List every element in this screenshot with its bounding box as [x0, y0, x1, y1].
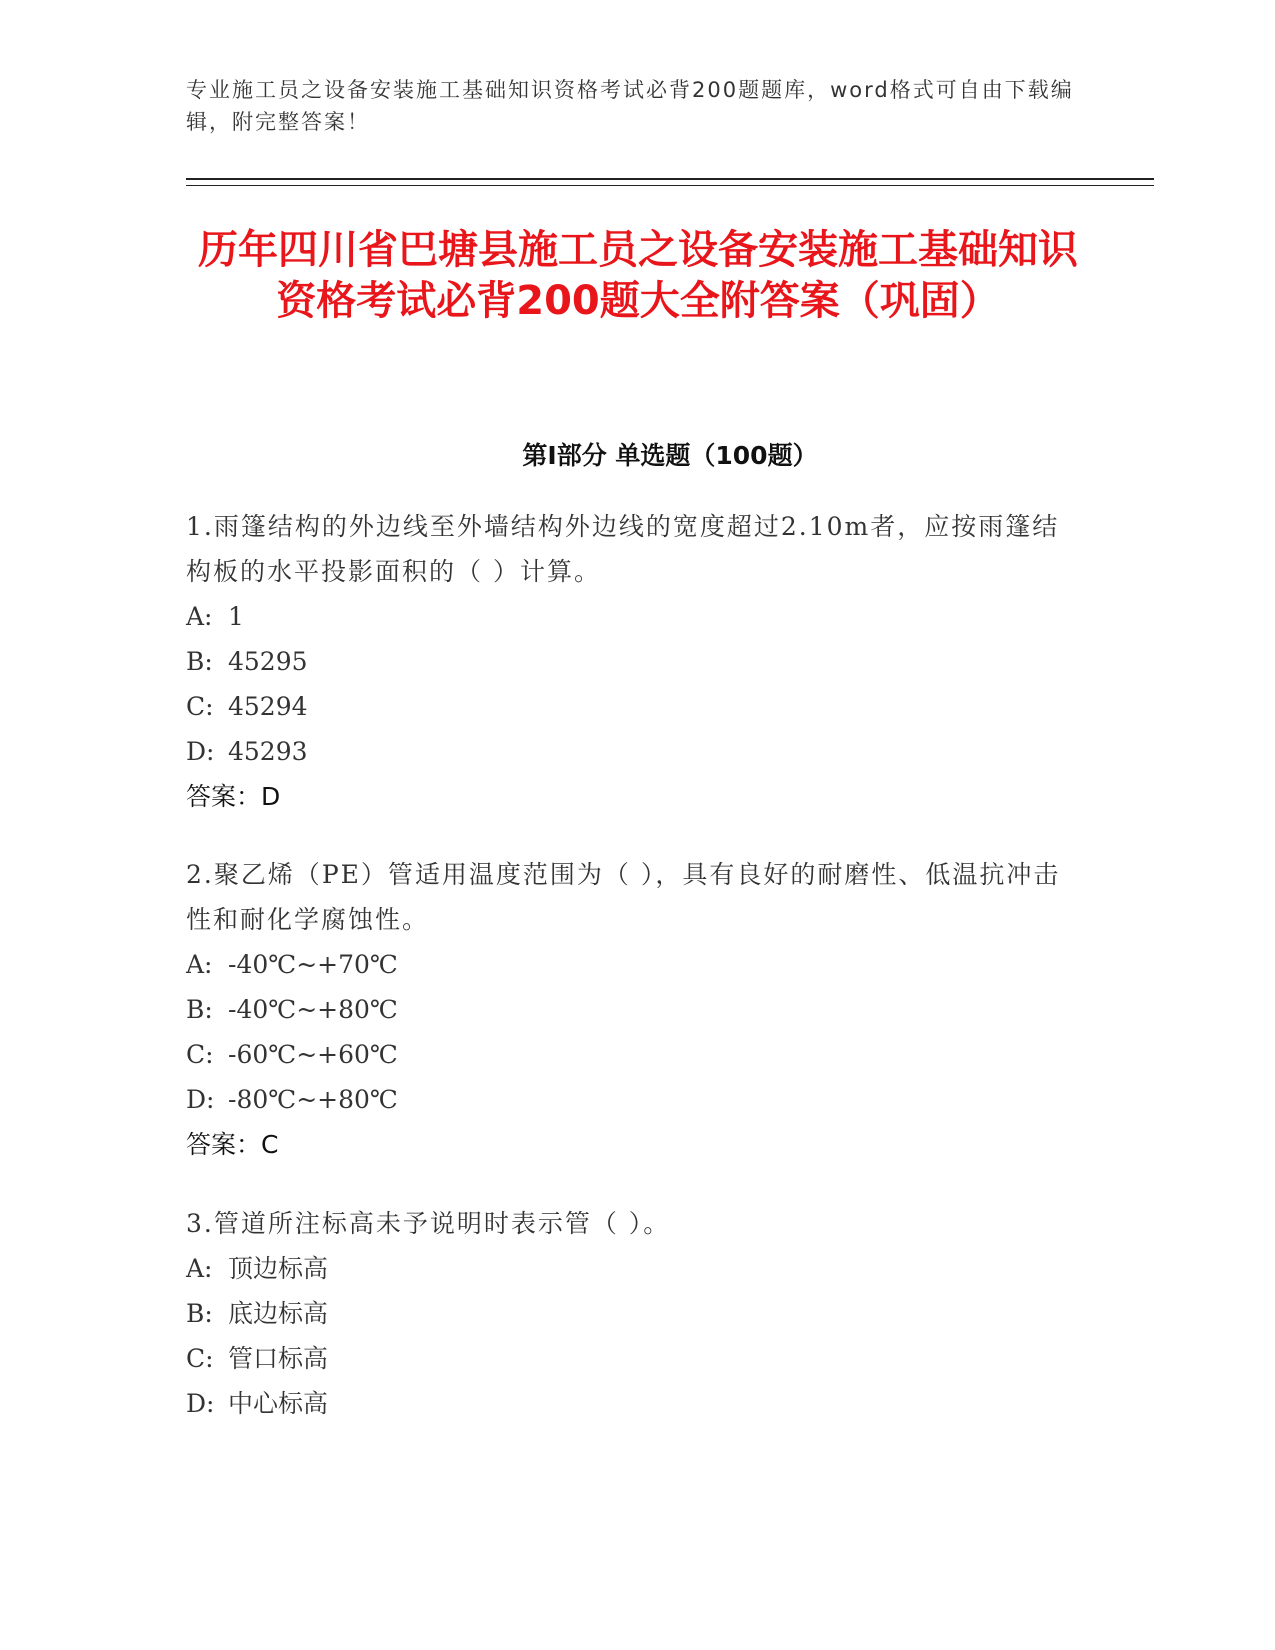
option-text: -80℃~+80℃ [228, 1085, 398, 1114]
question-3 [186, 1201, 1086, 1426]
option-a [186, 942, 1086, 987]
option-key: C: [186, 1344, 214, 1373]
option-text: 45294 [228, 692, 308, 721]
option-c [186, 1336, 1086, 1381]
option-b [186, 639, 1086, 684]
option-key: C: [186, 692, 214, 721]
option-key: D: [186, 1085, 215, 1114]
option-b [186, 1291, 1086, 1336]
answer-line: 答案：D [186, 782, 281, 811]
option-key: A: [186, 1254, 213, 1283]
option-key: B: [186, 1299, 213, 1328]
option-text: -40℃~+70℃ [228, 950, 398, 979]
option-text: 管口标高 [228, 1344, 329, 1373]
option-key: A: [186, 950, 213, 979]
option-key: D: [186, 737, 215, 766]
option-d [186, 1077, 1086, 1122]
option-key: C: [186, 1040, 214, 1069]
option-c [186, 1032, 1086, 1077]
option-b [186, 987, 1086, 1032]
question-1 [186, 504, 1086, 819]
question-stem: 1.雨篷结构的外边线至外墙结构外边线的宽度超过2.10m者，应按雨篷结构板的水平投影面积的（ ）计算。 [186, 512, 1060, 586]
option-key: A: [186, 602, 213, 631]
option-c [186, 684, 1086, 729]
answer-line: 答案：C [186, 1130, 279, 1159]
option-key: D: [186, 1389, 215, 1418]
question-2 [186, 852, 1086, 1167]
option-a [186, 1246, 1086, 1291]
option-text: 底边标高 [228, 1299, 329, 1328]
option-text: 45295 [228, 647, 308, 676]
option-text: 45293 [228, 737, 308, 766]
option-text: 顶边标高 [228, 1254, 329, 1283]
document-title: 历年四川省巴塘县施工员之设备安装施工基础知识资格考试必背200题大全附答案（巩固） [198, 227, 1078, 324]
question-stem: 2.聚乙烯（PE）管适用温度范围为（ ），具有良好的耐磨性、低温抗冲击性和耐化学腐蚀性。 [186, 860, 1061, 934]
header-divider-thick [186, 178, 1154, 180]
option-a [186, 594, 1086, 639]
option-key: B: [186, 995, 213, 1024]
option-d [186, 1381, 1086, 1426]
option-text: -40℃~+80℃ [228, 995, 398, 1024]
question-stem: 3.管道所注标高未予说明时表示管（ ）。 [186, 1209, 671, 1238]
option-text: -60℃~+60℃ [228, 1040, 398, 1069]
header-note: 专业施工员之设备安装施工基础知识资格考试必背200题题库，word格式可自由下载编辑，附完整答案！ [186, 78, 1074, 134]
header-divider-thin [186, 185, 1154, 186]
section-heading: 第Ⅰ部分 单选题（100题） [522, 441, 818, 470]
option-d [186, 729, 1086, 774]
option-text: 1 [228, 602, 244, 631]
option-text: 中心标高 [228, 1389, 329, 1418]
option-key: B: [186, 647, 213, 676]
